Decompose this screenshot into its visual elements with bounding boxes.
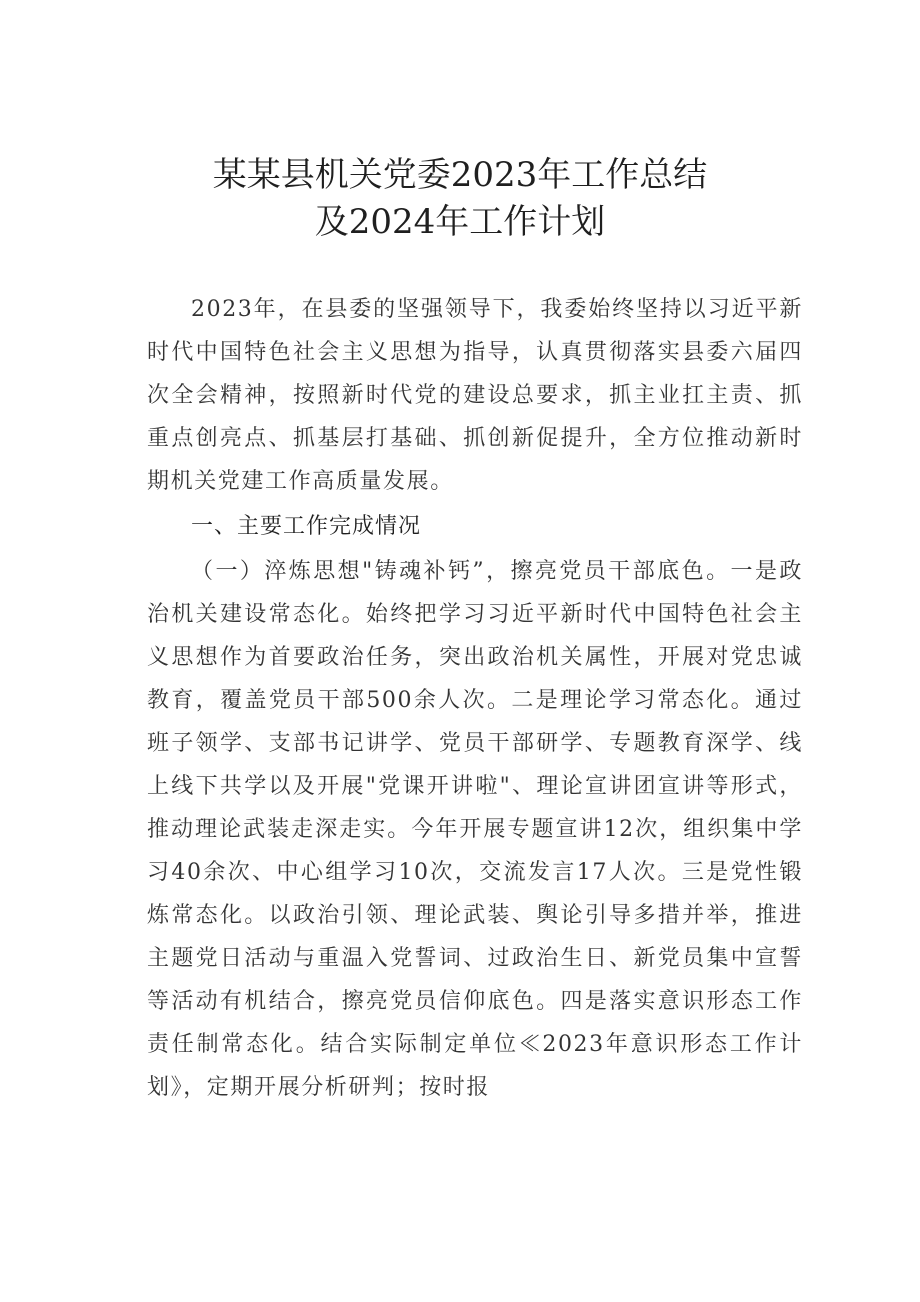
- intro-paragraph: 2023年，在县委的坚强领导下，我委始终坚持以习近平新时代中国特色社会主义思想为指导，认真贯彻落实县委六届四次全会精神，按照新时代党的建设总要求，抓主业扛主责、抓重点创亮点、抓基层打基础、抓创新促提升，全方位推动新时期机关党建工作高质量发展。: [147, 297, 803, 494]
- section-paragraph: （一）淬炼思想"铸魂补钙”，擦亮党员干部底色。一是政治机关建设常态化。始终把学习习近平新时代中国特色社会主义思想作为首要政治任务，突出政治机关属性，开展对党忠诚教育，覆盖党员干部500余人次。二是理论学习常态化。通过班子领学、支部书记讲学、党员干部研学、专题教育深学、线上线下共学以及开展"党课开讲啦"、理论宣讲团宣讲等形式，推动理论武装走深走实。今年开展专题宣讲12次，组织集中学习40余次、中心组学习10次，交流发言17人次。三是党性锻炼常态化。以政治引领、理论武装、舆论引导多措并举，推进主题党日活动与重温入党誓词、过政治生日、新党员集中宣誓等活动有机结合，擦亮党员信仰底色。四是落实意识形态工作责任制常态化。结合实际制定单位≪2023年意识形态工作计划》，定期开展分析研判；按时报: [147, 559, 803, 1100]
- section-heading: 一、主要工作完成情况: [191, 514, 422, 539]
- title-line-1: 某某县机关党委2023年工作总结: [212, 155, 708, 195]
- document-title: [0, 152, 920, 246]
- document-body: [147, 288, 803, 1109]
- title-line-2: 及2024年工作计划: [314, 202, 606, 242]
